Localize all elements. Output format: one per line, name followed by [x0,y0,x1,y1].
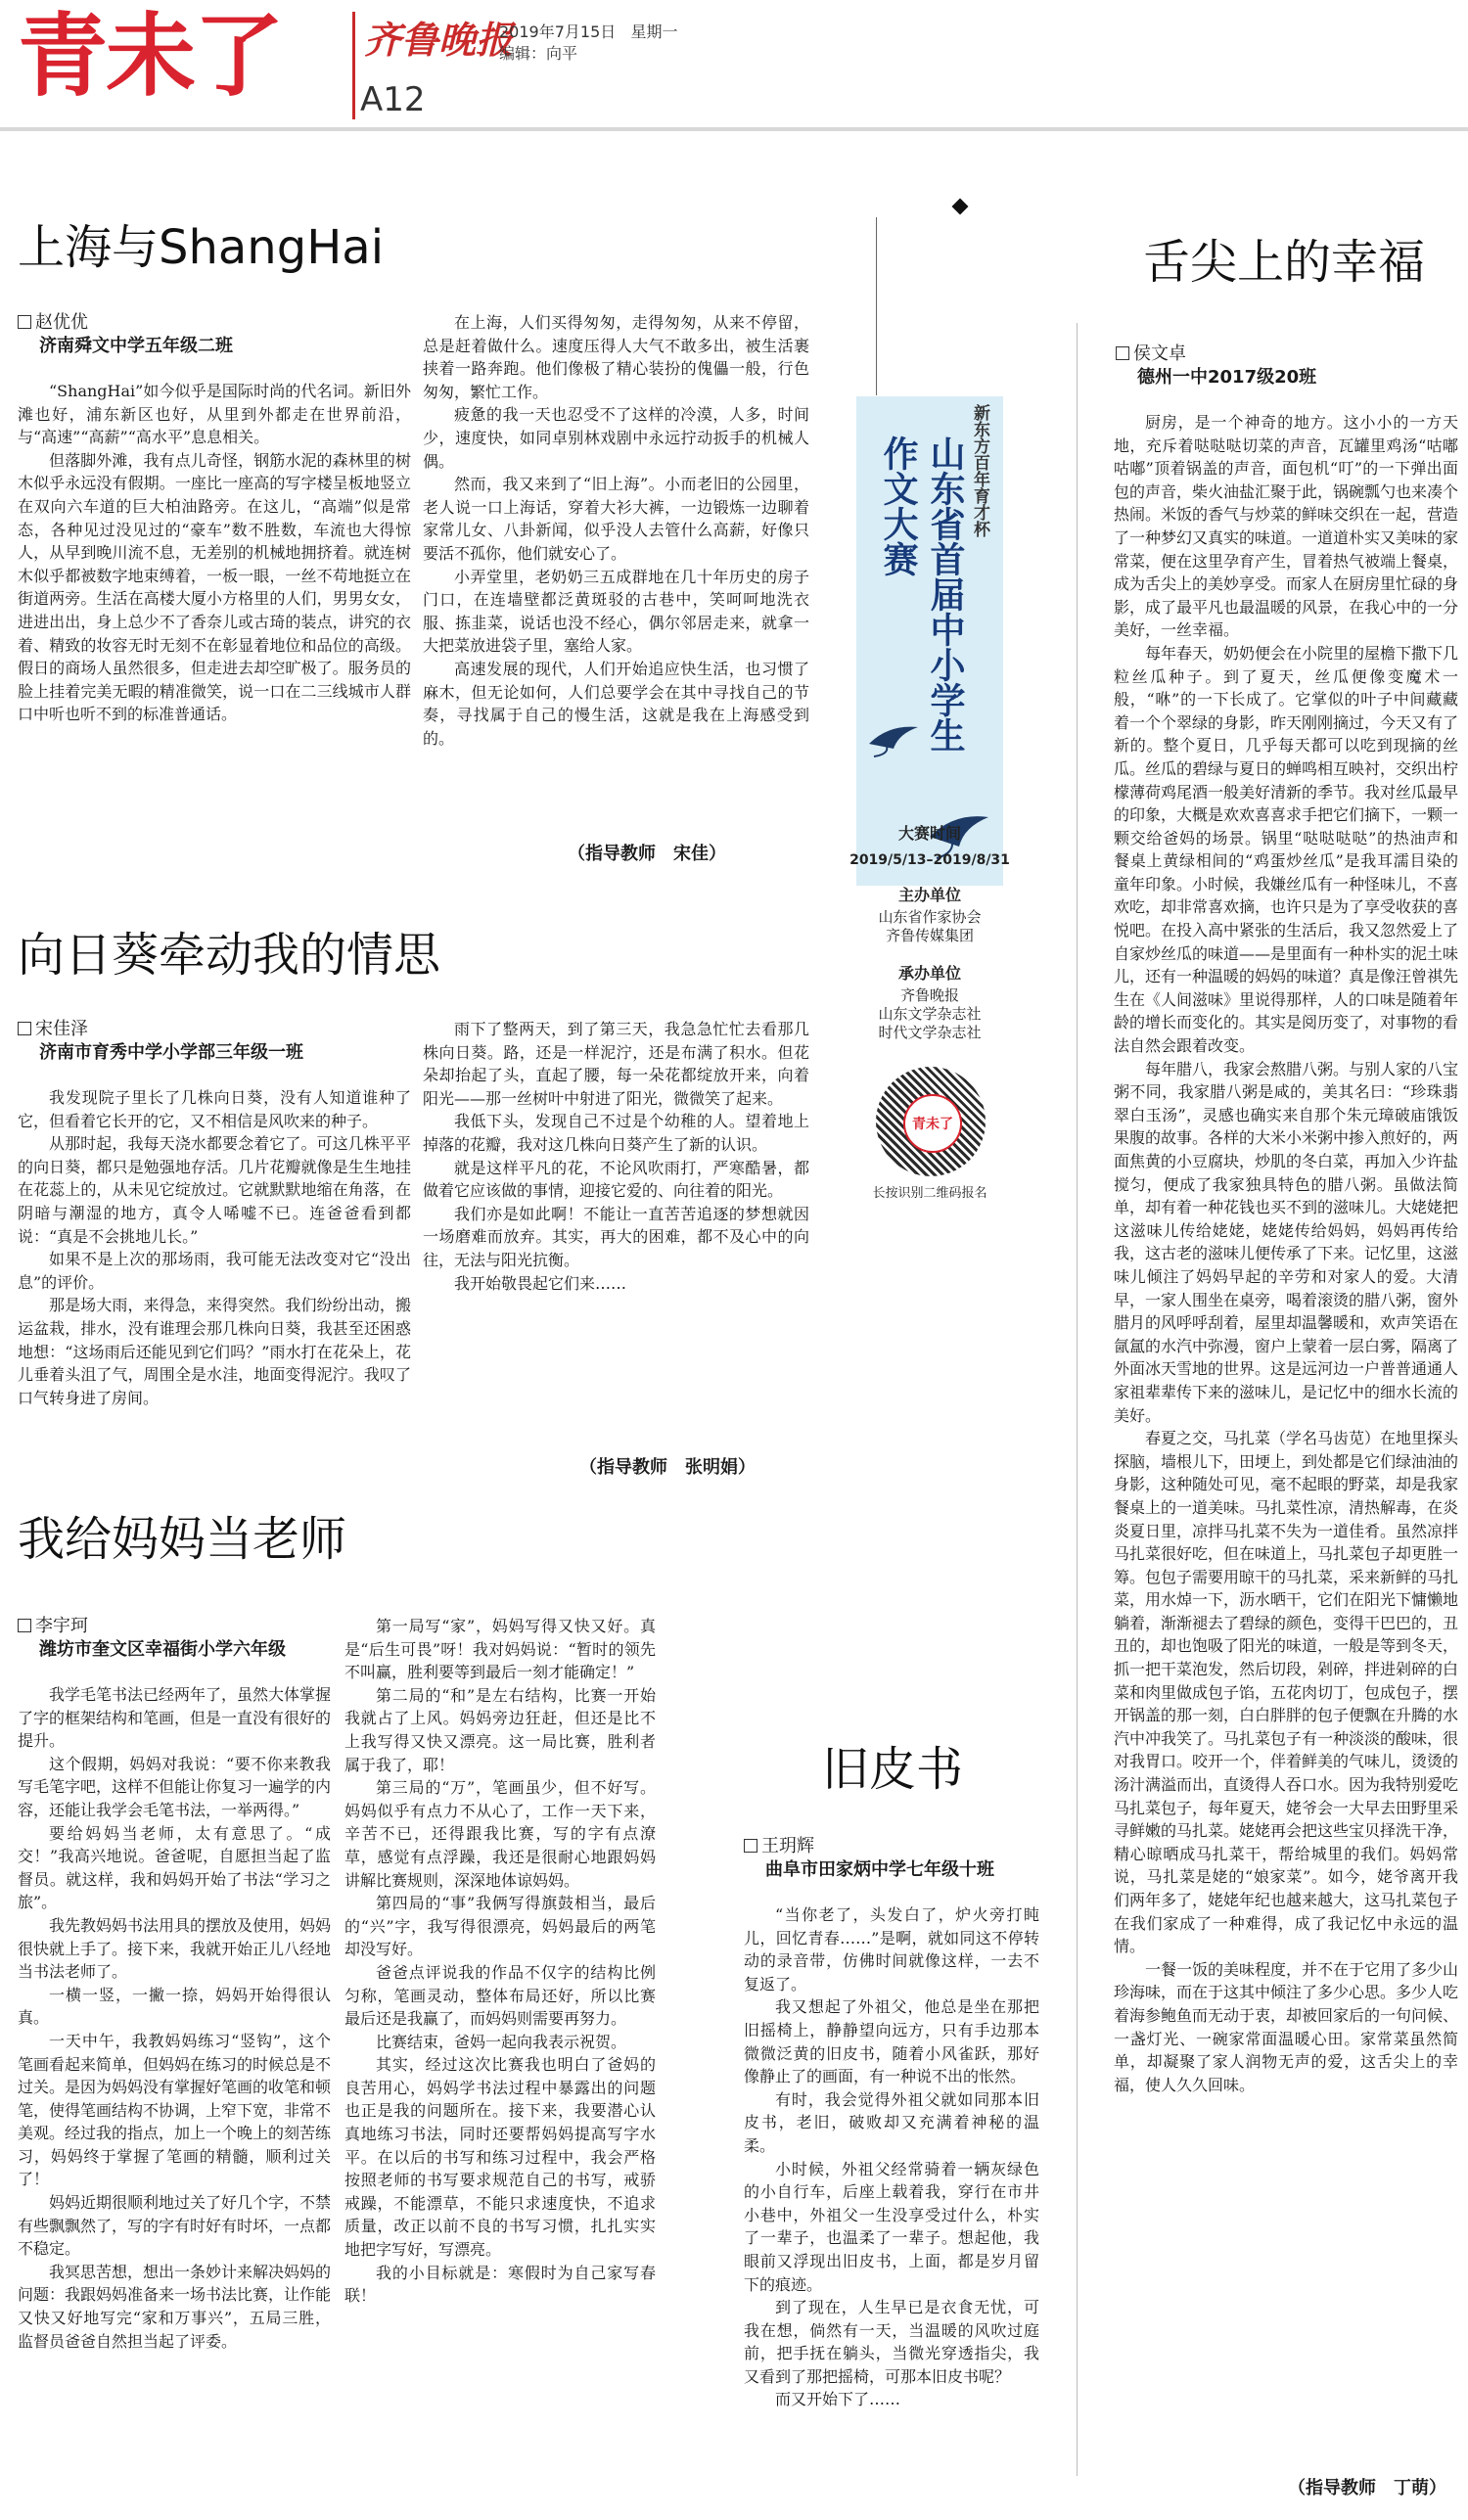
paragraph: 我低下头，发现自己不过是个幼稚的人。望着地上掉落的花瓣，我对这几株向日葵产生了新的认识。 [423,1112,809,1154]
paragraph: 如果不是上次的那场雨，我可能无法改变对它“没出息”的评价。 [18,1250,411,1292]
paragraph: 而又开始下了…… [775,2390,901,2409]
article-body-leather [744,1903,1039,2510]
masthead-rule [0,127,1468,131]
article-body-teacher-col1 [18,1683,331,2507]
paragraph: 我的小目标就是：寒假时为自己家写春联！ [344,2263,656,2306]
paragraph: 比赛结束，爸妈一起向我表示祝贺。 [376,2032,627,2051]
author-name: 王玥辉 [761,1836,814,1856]
paragraph: “ShangHai”如今似乎是国际时尚的代名词。新旧外滩也好，浦东新区也好，从里到外都走在世界前沿，与“高速”“高薪”“高水平”息息相关。 [18,382,411,447]
article-title-teacher: 我给妈妈当老师 [18,1512,347,1567]
paragraph: 但落脚外滩，我有点儿奇怪，钢筋水泥的森林里的树木似乎永远没有假期。一座比一座高的写字楼呈板地竖立在双向六车道的巨大柏油路旁。在这儿，“高端”似是常态，各种见过没见过的“豪车”数不胜数，车流也大得惊人，从早到晚川流不息，无差别的机械地拥挤着。就连树木似乎都被数字地束缚着，一板一眼，一丝不苟地挺立在街道两旁。生活在高楼大厦小方格里的人们，男男女女，进进出出，身上总少不了香奈儿或古琦的装点，讲究的衣着、精致的妆容无时无刻不在彰显着地位和品位的高级。假日的商场人虽然很多，但走进去却空旷极了。服务员的脸上挂着完美无暇的精准微笑，说一口在二三线城市人群口中听也听不到的标准普通话。 [18,450,411,724]
page-number: A12 [360,80,426,119]
column-divider [1077,323,1078,2476]
qr-caption: 长按识别二维码报名 [872,1186,987,1201]
paragraph: 我开始敬畏起它们来…… [454,1273,627,1293]
section-title: 青未了 [18,4,283,109]
paragraph: 有时，我会觉得外祖父就如同那本旧皮书，老旧，破败却又充满着神秘的温柔。 [744,2089,1039,2155]
masthead-meta [499,22,678,65]
teacher-credit-shanghai: （指导教师 宋佳） [568,844,726,864]
paragraph: 我冥思苦想，想出一条妙计来解决妈妈的问题：我跟妈妈准备来一场书法比赛，让作能又快又好地写完“家和万事兴”，五局三胜，监督员爸爸自然担当起了评委。 [18,2262,331,2351]
teacher-credit-happiness: （指导教师 丁萌） [1288,2478,1446,2498]
paragraph: 我又想起了外祖父，他总是坐在那把旧摇椅上，静静望向远方，只有手边那本微微泛黄的旧皮书，随着小风雀跃，那好像静止了的画面，有一种说不出的怅然。 [744,1997,1039,2086]
ad-host-1: 山东省作家协会 [878,908,982,926]
paragraph: 我们亦是如此啊！不能让一直苦苦追逐的梦想就因一场磨难而放弃。其实，再大的困难，都不及心中的向往，无法与阳光抗衡。 [423,1204,809,1269]
paragraph: 我学毛笔书法已经两年了，虽然大体掌握了字的框架结构和笔画，但是一直没有很好的提升。 [18,1685,331,1751]
author-school: 济南舜文中学五年级二班 [39,336,233,356]
article-title-leather: 旧皮书 [822,1742,964,1797]
article-title-shanghai: 上海与ShangHai [18,220,385,275]
article-body-sunflower-col1 [18,1086,411,1478]
qr-logo: 青未了 [903,1094,962,1153]
diamond-ornament [952,199,969,215]
author-school: 潍坊市奎文区幸福街小学六年级 [39,1639,286,1660]
paragraph: 这个假期，妈妈对我说：“要不你来教我写毛笔字吧，这样不但能让你复习一遍学的内容，还能让我学会毛笔书法，一举两得。” [18,1754,331,1819]
ad-title-line2: 作文大赛 [878,435,918,576]
author-school: 德州一中2017级20班 [1137,367,1317,388]
ad-host-label: 主办单位 [897,886,961,904]
paragraph: 一天中午，我教妈妈练习“竖钩”，这个笔画看起来简单，但妈妈在练习的时候总是不过关。是因为妈妈没有掌握好笔画的收笔和顿笔，使得笔画结构不协调，上窄下宽，非常不美观。经过我的指点，加上一个晚上的刻苦练习，妈妈终于掌握了笔画的精髓，顺利过关了！ [18,2031,331,2189]
ad-host-2: 齐鲁传媒集团 [885,927,974,944]
paragraph: 第二局的“和”是左右结构，比赛一开始我就占了上风。妈妈旁边狂赶，但还是比不上我写得又快又漂亮。这一局比赛，胜利者属于我了，耶！ [344,1685,656,1774]
editor-credit: 编辑：向平 [499,44,578,63]
paragraph: 到了现在，人生早已是衣食无忧，可我在想，倘然有一天，当温暖的风吹过庭前，把手抚在躺头，当微光穿透指尖，我又看到了那把摇椅，可那本旧皮书呢？ [744,2298,1039,2386]
ad-period: 2019/5/13–2019/8/31 [849,852,1010,868]
paragraph: 其实，经过这次比赛我也明白了爸妈的良苦用心，妈妈学书法过程中暴露出的问题也正是我的问题所在。接下来，我要潜心认真地练习书法，同时还要帮妈妈提高写字水平。在以后的书写和练习过程中，我会严格按照老师的书写要求规范自己的书写，戒骄戒躁，不能漂草，不能只求速度快，不追求质量，改正以前不良的书写习惯，扎扎实实地把字写好，写漂亮。 [344,2055,656,2260]
byline-teacher [18,1615,341,1662]
paragraph: 春夏之交，马扎菜（学名马齿苋）在地里探头探脑，墙根儿下，田埂上，到处都是它们绿油油的身影，这种随处可见，毫不起眼的野菜，却是我家餐桌上的一道美味。马扎菜性凉，清热解毒，在炎炎夏日里，凉拌马扎菜不失为一道佳肴。虽然凉拌马扎菜很好吃，但在味道上，马扎菜包子却更胜一筹。包包子需要用晾干的马扎菜，采来新鲜的马扎菜，用水焯一下，沥水晒干，它们在阳光下慵懒地躺着，渐渐褪去了碧绿的颜色，变得干巴巴的，丑丑的，却也饱吸了阳光的味道，一般是等到冬天，抓一把干菜泡发，然后切段，剁碎，拌进剁碎的白菜和肉里做成包子馅，五花肉切丁，包成包子，摆开锅盖的那一刻，白白胖胖的包子便飘在升腾的水汽中冲我笑了。马扎菜包子有一种淡淡的酸味，很对我胃口。咬开一个，伴着鲜美的气味儿，烫烫的汤汁满溢而出，直烫得人吞口水。因为我特别爱吃马扎菜包子，每年夏天，姥爷会一大早去田野里采寻鲜嫩的马扎菜。姥姥再会把这些宝贝择洗干净，精心晾晒成马扎菜干，帮给城里的我们。妈妈常说，马扎菜是姥的“娘家菜”。如今，姥爷离开我们两年多了，姥姥年纪也越来越大，这马扎菜包子在我们家成了一种难得，成了我记忆中永远的温情。 [1114,1429,1458,1956]
paragraph: 从那时起，我每天浇水都要念着它了。可这几株平平的向日葵，都只是勉强地存活。几片花瓣就像是生生地挂在花蕊上的，从未见它绽放过。它就默默地缩在角落，在阴暗与潮湿的地方，真令人唏嘘不已。连爸爸看到都说：“真是不会挑地儿长。” [18,1134,411,1246]
paragraph: 疲惫的我一天也忍受不了这样的冷漠，人多，时间少，速度快，如同卓别林戏剧中永远拧动扳手的机械人偶。 [423,405,809,471]
paragraph: 就是这样平凡的花，不论风吹雨打，严寒酷暑，都做着它应该做的事情，迎接它爱的、向往着的阳光。 [423,1158,809,1201]
article-body-sunflower-col2 [423,1018,809,1448]
paragraph: 那是场大雨，来得急，来得突然。我们纷纷出动，搬运盆栽，排水，没有谁理会那几株向日葵，我甚至还困惑地想：“这场雨后还能见到它们吗？”雨水打在花朵上，花儿垂着头沮了气，周围全是水洼，地面变得泥泞。我叹了口气转身进了房间。 [18,1296,411,1407]
paragraph: 我发现院子里长了几株向日葵，没有人知道谁种了它，但看着它长开的它，又不相信是风吹来的种子。 [18,1088,411,1130]
ad-organizer-1: 齐鲁晚报 [899,986,959,1004]
paragraph: 我先教妈妈书法用具的摆放及使用，妈妈很快就上手了。接下来，我就开始正儿八经地当书法老师了。 [18,1915,331,1982]
paragraph: “当你老了，头发白了，炉火旁打盹儿，回忆青春……”是啊，就如同这不停转动的录音带，仿佛时间就像这样，一去不复返了。 [744,1905,1039,1993]
ad-organizer-3: 时代文学杂志社 [878,1024,982,1041]
byline-sunflower [18,1018,409,1065]
author-name: 李宇珂 [35,1616,88,1636]
swallow-illustration [864,719,923,758]
essay-contest-ad[interactable] [856,396,1003,886]
ad-rule [876,217,877,395]
author-name: 侯文卓 [1133,344,1186,364]
article-title-sunflower: 向日葵牵动我的情思 [18,928,441,983]
issue-weekday: 星期一 [630,23,678,41]
byline-marker [744,1839,757,1853]
byline-marker [18,1619,31,1632]
paper-name: 齐鲁晚报 [364,18,514,62]
paragraph: 一餐一饭的美味程度，并不在于它用了多少山珍海味，而在于这其中倾注了多少心思。多少人吃着海参鲍鱼而无动于衷，却被回家后的一句问候、一盏灯光、一碗家常面温暖心田。家常菜虽然简单，却凝聚了家人润物无声的爱，这舌尖上的幸福，使人久久回味。 [1114,1959,1458,2094]
paragraph: 妈妈近期很顺利地过关了好几个字，不禁有些飘飘然了，写的字有时好有时坏，一点都不稳定。 [18,2193,331,2259]
article-body-shanghai-col1 [18,380,411,869]
paragraph: 每年腊八，我家会熬腊八粥。与别人家的八宝粥不同，我家腊八粥是咸的，美其名曰：“珍珠翡翠白玉汤”，灵感也确实来自那个朱元璋破庙饿饭果腹的故事。各样的大米小米粥中掺入煎好的，两面焦黄的小豆腐块，炒肌的冬白菜，再加入少许盐搅匀，便成了我家独具特色的腊八粥。虽做法简单，却有着一种花钱也买不到的滋味儿。大姥姥把这滋味儿传给姥姥，姥姥传给妈妈，妈妈再传给我，这古老的滋味儿便传承了下来。记忆里，这滋味儿倾注了妈妈早起的辛劳和对家人的爱。大清早，一家人围坐在桌旁，喝着滚烫的腊八粥，窗外腊月的风呼呼刮着，屋里却温馨暖和，欢声笑语在氤氲的水汽中弥漫，窗户上蒙着一层白雾，隔离了外面冰天雪地的世界。这是远河边一户普普通通人家祖辈辈传下来的滋味儿，是记忆中的细水长流的美好。 [1114,1059,1458,1425]
teacher-credit-sunflower: （指导教师 张明娟） [579,1457,756,1478]
byline-leather [744,1835,1106,1882]
paragraph: 厨房，是一个神奇的地方。这小小的一方天地，充斥着哒哒哒切菜的声音，瓦罐里鸡汤“咕嘟咕嘟”顶着锅盖的声音，面包机“叮”的一下弹出面包的声音，柴火油盐汇聚于此，锅碗瓢勺也来凑个热闹。米饭的香气与炒菜的鲜味交织在一起，营造了一种梦幻又真实的味道。一道道朴实又美味的家常菜，便在这里孕育产生，冒着热气被端上餐桌，成为舌尖上的美妙享受。而家人在厨房里忙碌的身影，成了最平凡也最温暖的风景，在我心中的一分美好，一丝幸福。 [1114,413,1458,640]
author-name: 赵优优 [35,312,88,333]
article-body-happiness [1114,411,1458,2456]
ad-organizer-label: 承办单位 [897,964,961,983]
byline-happiness [1116,343,1458,389]
paragraph: 第三局的“万”，笔画虽少，但不好写。妈妈似乎有点力不从心了，工作一天下来，辛苦不已，还得跟我比赛，写的字有点潦草，感觉有点浮躁，我还是很耐心地跟妈妈讲解比赛规则，深深地体谅妈妈。 [344,1778,656,1890]
paragraph: 小时候，外祖父经常骑着一辆灰绿色的小自行车，后座上载着我，穿行在市井小巷中，外祖父一生没享受过什么，朴实了一辈子，也温柔了一辈子。想起他，我眼前又浮现出旧皮书，上面，都是岁月留下的痕迹。 [744,2159,1039,2294]
byline-shanghai [18,311,409,358]
paragraph: 小弄堂里，老奶奶三五成群地在几十年历史的房子门口，在连墙壁都泛黄斑驳的古巷中，笑呵呵地洗衣服、拣韭菜，说话也没不经心，偶尔邻居走来，就拿一大把菜放进袋子里，塞给人家。 [423,567,809,656]
byline-marker [18,1022,31,1035]
ad-title-line1: 山东省首届中小学生 [925,435,965,753]
masthead-divider [352,12,355,119]
author-name: 宋佳泽 [35,1019,88,1039]
paragraph: 一横一竖，一撇一捺，妈妈开始得很认真。 [18,1985,331,2028]
byline-marker [1116,346,1129,360]
article-body-teacher-col2 [344,1615,656,2507]
issue-date: 2019年7月15日 [499,23,617,41]
paragraph: 爸爸点评说我的作品不仅字的结构比例匀称，笔画灵动，整体布局还好，所以比赛最后还是我赢了，而妈妈则需要再努力。 [344,1962,656,2029]
paragraph: 每年春天，奶奶便会在小院里的屋檐下撒下几粒丝瓜种子。到了夏天，丝瓜便像变魔术一般，“咻”的一下长成了。它掌似的叶子中间藏藏着一个个翠绿的身影，昨天刚刚摘过，今天又有了新的。整个夏日，几乎每天都可以吃到现摘的丝瓜。丝瓜的碧绿与夏日的蝉鸣相互映衬，交织出柠檬薄荷鸡尾酒一般美好清新的季节。我对丝瓜最早的印象，大概是欢欢喜喜求手把它们摘下，一颗一颗交给爸妈的场景。锅里“哒哒哒哒”的热油声和餐桌上黄绿相间的“鸡蛋炒丝瓜”是我耳濡目染的童年印象。小时候，我嫌丝瓜有一种怪味儿，不喜欢吃，却非常喜欢摘，也许只是为了享受收获的喜悦吧。在投入高中紧张的生活后，我又忽然爱上了自家炒丝瓜的味道——是里面有一种朴实的泥土味儿，还有一种温暖的妈妈的味道？真是像汪曾祺先生在《人间滋味》里说得那样，人的口味是随着年龄的增长而变化的。其实是阅历变了，对事物的看法自然会跟着改变。 [1114,643,1458,1056]
paragraph: 第一局写“家”，妈妈写得又快又好。真是“后生可畏”呀！我对妈妈说：“暂时的领先不叫赢，胜利要等到最后一刻才能确定！” [344,1617,656,1682]
paragraph: 高速发展的现代，人们开始追应快生活，也习惯了麻木，但无论如何，人们总要学会在其中寻找自己的节奏，寻找属于自己的慢生活，这就是我在上海感受到的。 [423,659,809,748]
paragraph: 在上海，人们买得匆匆，走得匆匆，从来不停留，总是赶着做什么。速度压得人大气不敢多出，被生活裹挟着一路奔跑。他们像极了精心装扮的傀儡一般，行色匆匆，繁忙工作。 [423,313,809,401]
article-title-happiness: 舌尖上的幸福 [1143,235,1426,290]
byline-marker [18,315,31,329]
ad-period-label: 大赛时间 [897,824,961,843]
author-school: 济南市育秀中学小学部三年级一班 [39,1042,303,1063]
paragraph: 要给妈妈当老师，太有意思了。“成交！”我高兴地说。爸爸呢，自愿担当起了监督员。就这样，我和妈妈开始了书法“学习之旅”。 [18,1823,331,1912]
article-body-shanghai-col2 [423,311,809,840]
paragraph: 第四局的“事”我俩写得旗鼓相当，最后的“兴”字，我写得很漂亮，妈妈最后的两笔却没写好。 [344,1894,656,1959]
paragraph: 雨下了整两天，到了第三天，我急急忙忙去看那几株向日葵。路，还是一样泥泞，还是布满了积水。但花朵却抬起了头，直起了腰，每一朵花都绽放开来，向着阳光——那一丝树叶中射进了阳光，微微笑了起来。 [423,1020,809,1108]
author-school: 曲阜市田家炳中学七年级十班 [765,1859,994,1880]
ad-brand-line: 新东方百年育才杯 [970,404,989,537]
paragraph: 然而，我又来到了“旧上海”。小而老旧的公园里，老人说一口上海话，穿着大衫大裤，一边锻炼一边聊着家常儿女、八卦新闻，似乎没人去管什么高薪，好像只要活不孤你，他们就安心了。 [423,475,809,563]
ad-organizer-2: 山东文学杂志社 [878,1005,982,1023]
